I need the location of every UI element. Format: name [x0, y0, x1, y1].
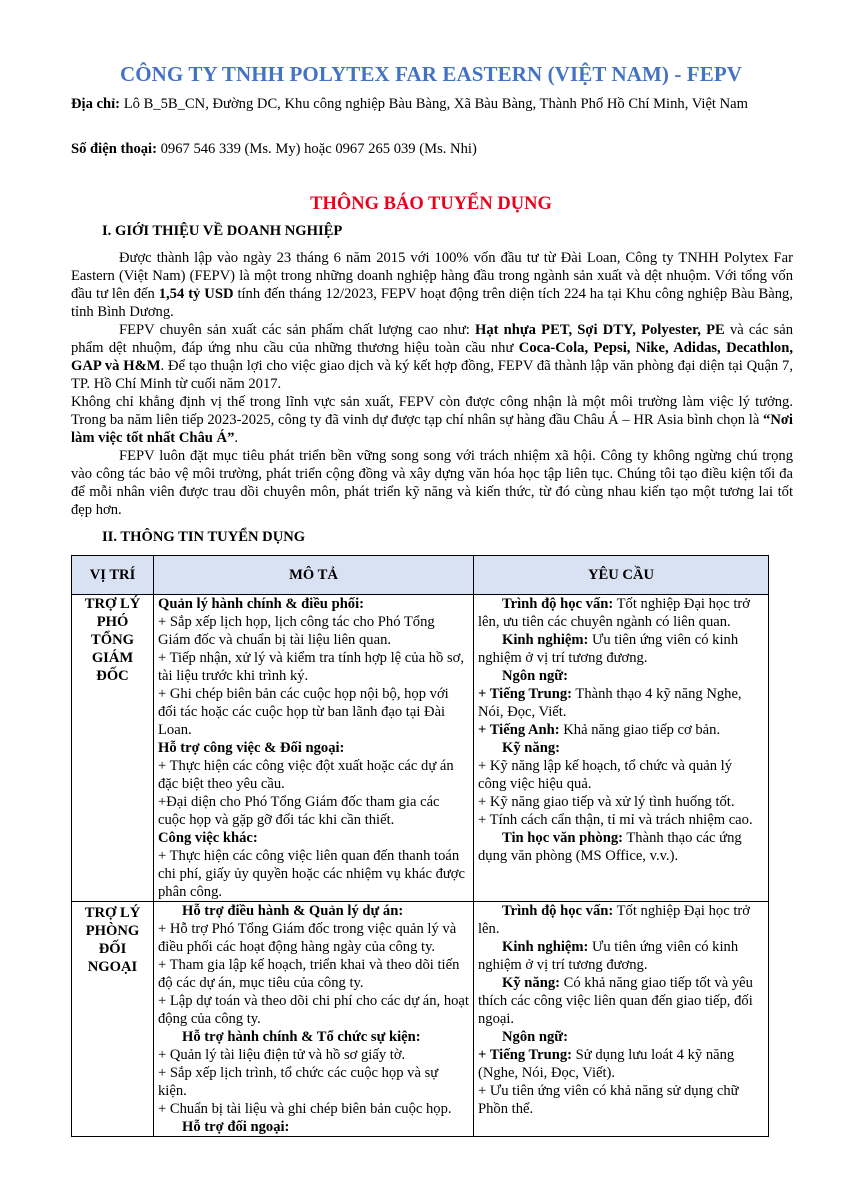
description-cell: Hỗ trợ điều hành & Quản lý dự án: + Hỗ trợ Phó Tổng Giám đốc trong việc quản lý và điều phối các hoạt động hàng ngày của công ty. + Tham gia lập kế hoạch, triển khai và theo dõi tiến độ các dự án, mục tiêu của công ty. + Lập dự toán và theo dõi chi phí cho các dự án, hoạt động của công ty. Hỗ trợ hành chính & Tổ chức sự kiện: + Quản lý tài liệu điện tử và hồ sơ giấy tờ. + Sắp xếp lịch trình, tổ chức các cuộc họp và sự kiện. + Chuẩn bị tài liệu và ghi chép biên bản cuộc họp. Hỗ trợ đối ngoại:: [154, 902, 474, 1137]
column-header-requirements: YÊU CẦU: [474, 556, 769, 595]
address-line: [71, 95, 791, 113]
company-name: CÔNG TY TNHH POLYTEX FAR EASTERN (VIỆT NAM) - FEPV: [119, 62, 743, 86]
section-heading-jobs: II. THÔNG TIN TUYỂN DỤNG: [102, 529, 306, 545]
intro-paragraph-3: Không chỉ khẳng định vị thế trong lĩnh vực sản xuất, FEPV còn được công nhận là một môi trường làm việc lý tưởng. Trong ba năm liên tiếp 2023-2025, công ty đã vinh dự được tạp chí nhân sự hàng đầu Châu Á – HR Asia bình chọn là “Nơi làm việc tốt nhất Châu Á”.: [71, 394, 793, 446]
phone-value: 0967 546 339 (Ms. My) hoặc 0967 265 039 (Ms. Nhi): [156, 141, 477, 157]
capital-amount: 1,54 tỷ USD: [158, 286, 234, 302]
address-label: Địa chỉ:: [71, 96, 121, 112]
requirements-cell: Trình độ học vấn: Tốt nghiệp Đại học trở lên, ưu tiên các chuyên ngành có liên quan. Kinh nghiệm: Ưu tiên ứng viên có kinh nghiệm ở vị trí tương đương. Ngôn ngữ: + Tiếng Trung: Thành thạo 4 kỹ năng Nghe, Nói, Đọc, Viết. + Tiếng Anh: Khả năng giao tiếp cơ bản. Kỹ năng: + Kỹ năng lập kế hoạch, tổ chức và quản lý công việc hiệu quả. + Kỹ năng giao tiếp và xử lý tình huống tốt. + Tính cách cẩn thận, tỉ mỉ và trách nhiệm cao. Tin học văn phòng: Thành thạo các ứng dụng văn phòng (MS Office, v.v.).: [474, 595, 769, 902]
jobs-table: [71, 555, 769, 1137]
intro-paragraph-2: FEPV chuyên sản xuất các sản phẩm chất lượng cao như: Hạt nhựa PET, Sợi DTY, Polyester, PE và các sản phẩm dệt nhuộm, đáp ứng nhu cầu của những thương hiệu toàn cầu như Coca-Cola, Pepsi, Nike, Adidas, Decathlon, GAP và H&M. Để tạo thuận lợi cho việc giao dịch và ký kết hợp đồng, FEPV đã thành lập văn phòng đại diện tại Quận 7, TP. Hồ Chí Minh từ cuối năm 2017.: [71, 322, 794, 392]
phone-label: Số điện thoại:: [71, 141, 157, 157]
table-row: [72, 595, 769, 902]
phone-line: [71, 140, 791, 158]
position-cell: TRỢ LÝ PHÓ TỔNG GIÁM ĐỐC: [72, 595, 154, 902]
column-header-description: MÔ TẢ: [154, 556, 474, 595]
intro-paragraph-1: Được thành lập vào ngày 23 tháng 6 năm 2015 với 100% vốn đầu tư từ Đài Loan, Công ty TNHH Polytex Far Eastern (Việt Nam) (FEPV) là một trong những doanh nghiệp hàng đầu trong ngành sản xuất và dệt nhuộm. Với tổng vốn đầu tư lên đến 1,54 tỷ USD tính đến tháng 12/2023, FEPV hoạt động trên diện tích 224 ha tại Khu công nghiệp Bàu Bàng, tỉnh Bình Dương.: [71, 250, 794, 320]
description-cell: Quản lý hành chính & điều phối: + Sắp xếp lịch họp, lịch công tác cho Phó Tổng Giám đốc và chuẩn bị tài liệu liên quan. + Tiếp nhận, xử lý và kiểm tra tính hợp lệ của hồ sơ, tài liệu trước khi trình ký. + Ghi chép biên bản các cuộc họp nội bộ, họp với đối tác hoặc các cuộc họp từ ban lãnh đạo tại Đài Loan. Hỗ trợ công việc & Đối ngoại: + Thực hiện các công việc đột xuất hoặc các dự án đặc biệt theo yêu cầu. +Đại diện cho Phó Tổng Giám đốc tham gia các cuộc họp và gặp gỡ đối tác khi cần thiết. Công việc khác: + Thực hiện các công việc liên quan đến thanh toán chi phí, giấy ủy quyền hoặc các nhiệm vụ khác được phân công.: [154, 595, 474, 902]
award-title: “Nơi làm việc tốt nhất Châu Á”: [71, 412, 793, 446]
position-cell: TRỢ LÝ PHÒNG ĐỐI NGOẠI: [72, 902, 154, 1137]
brand-list: Coca-Cola, Pepsi, Nike, Adidas, Decathlon, GAP và H&M: [71, 340, 793, 374]
section-heading-intro: I. GIỚI THIỆU VỀ DOANH NGHIỆP: [102, 223, 343, 239]
intro-text: [71, 249, 793, 519]
requirements-cell: Trình độ học vấn: Tốt nghiệp Đại học trở lên. Kinh nghiệm: Ưu tiên ứng viên có kinh nghiệm ở vị trí tương đương. Kỹ năng: Có khả năng giao tiếp tốt và yêu thích các công việc liên quan đến giao tiếp, đối ngoại. Ngôn ngữ: + Tiếng Trung: Sử dụng lưu loát 4 kỹ năng (Nghe, Nói, Đọc, Viết). + Ưu tiên ứng viên có khả năng sử dụng chữ Phồn thể.: [474, 902, 769, 1137]
notice-title: THÔNG BÁO TUYỂN DỤNG: [310, 194, 552, 214]
column-header-position: VỊ TRÍ: [72, 556, 154, 595]
address-value: Lô B_5B_CN, Đường DC, Khu công nghiệp Bàu Bàng, Xã Bàu Bàng, Thành Phố Hồ Chí Minh, Việt Nam: [120, 96, 748, 112]
table-header-row: [72, 556, 769, 595]
intro-paragraph-4: FEPV luôn đặt mục tiêu phát triển bền vững song song với trách nhiệm xã hội. Công ty không ngừng chú trọng vào công tác bảo vệ môi trường, phát triển cộng đồng và xây dựng văn hóa học tập liên tục. Chúng tôi tạo điều kiện tối đa để mỗi nhân viên được trau dồi chuyên môn, phát triển kỹ năng và kiến thức, từ đó cùng nhau kiến tạo một tương lai tốt đẹp hơn.: [71, 448, 793, 518]
table-row: [72, 902, 769, 1137]
product-list: Hạt nhựa PET, Sợi DTY, Polyester, PE: [474, 322, 725, 338]
